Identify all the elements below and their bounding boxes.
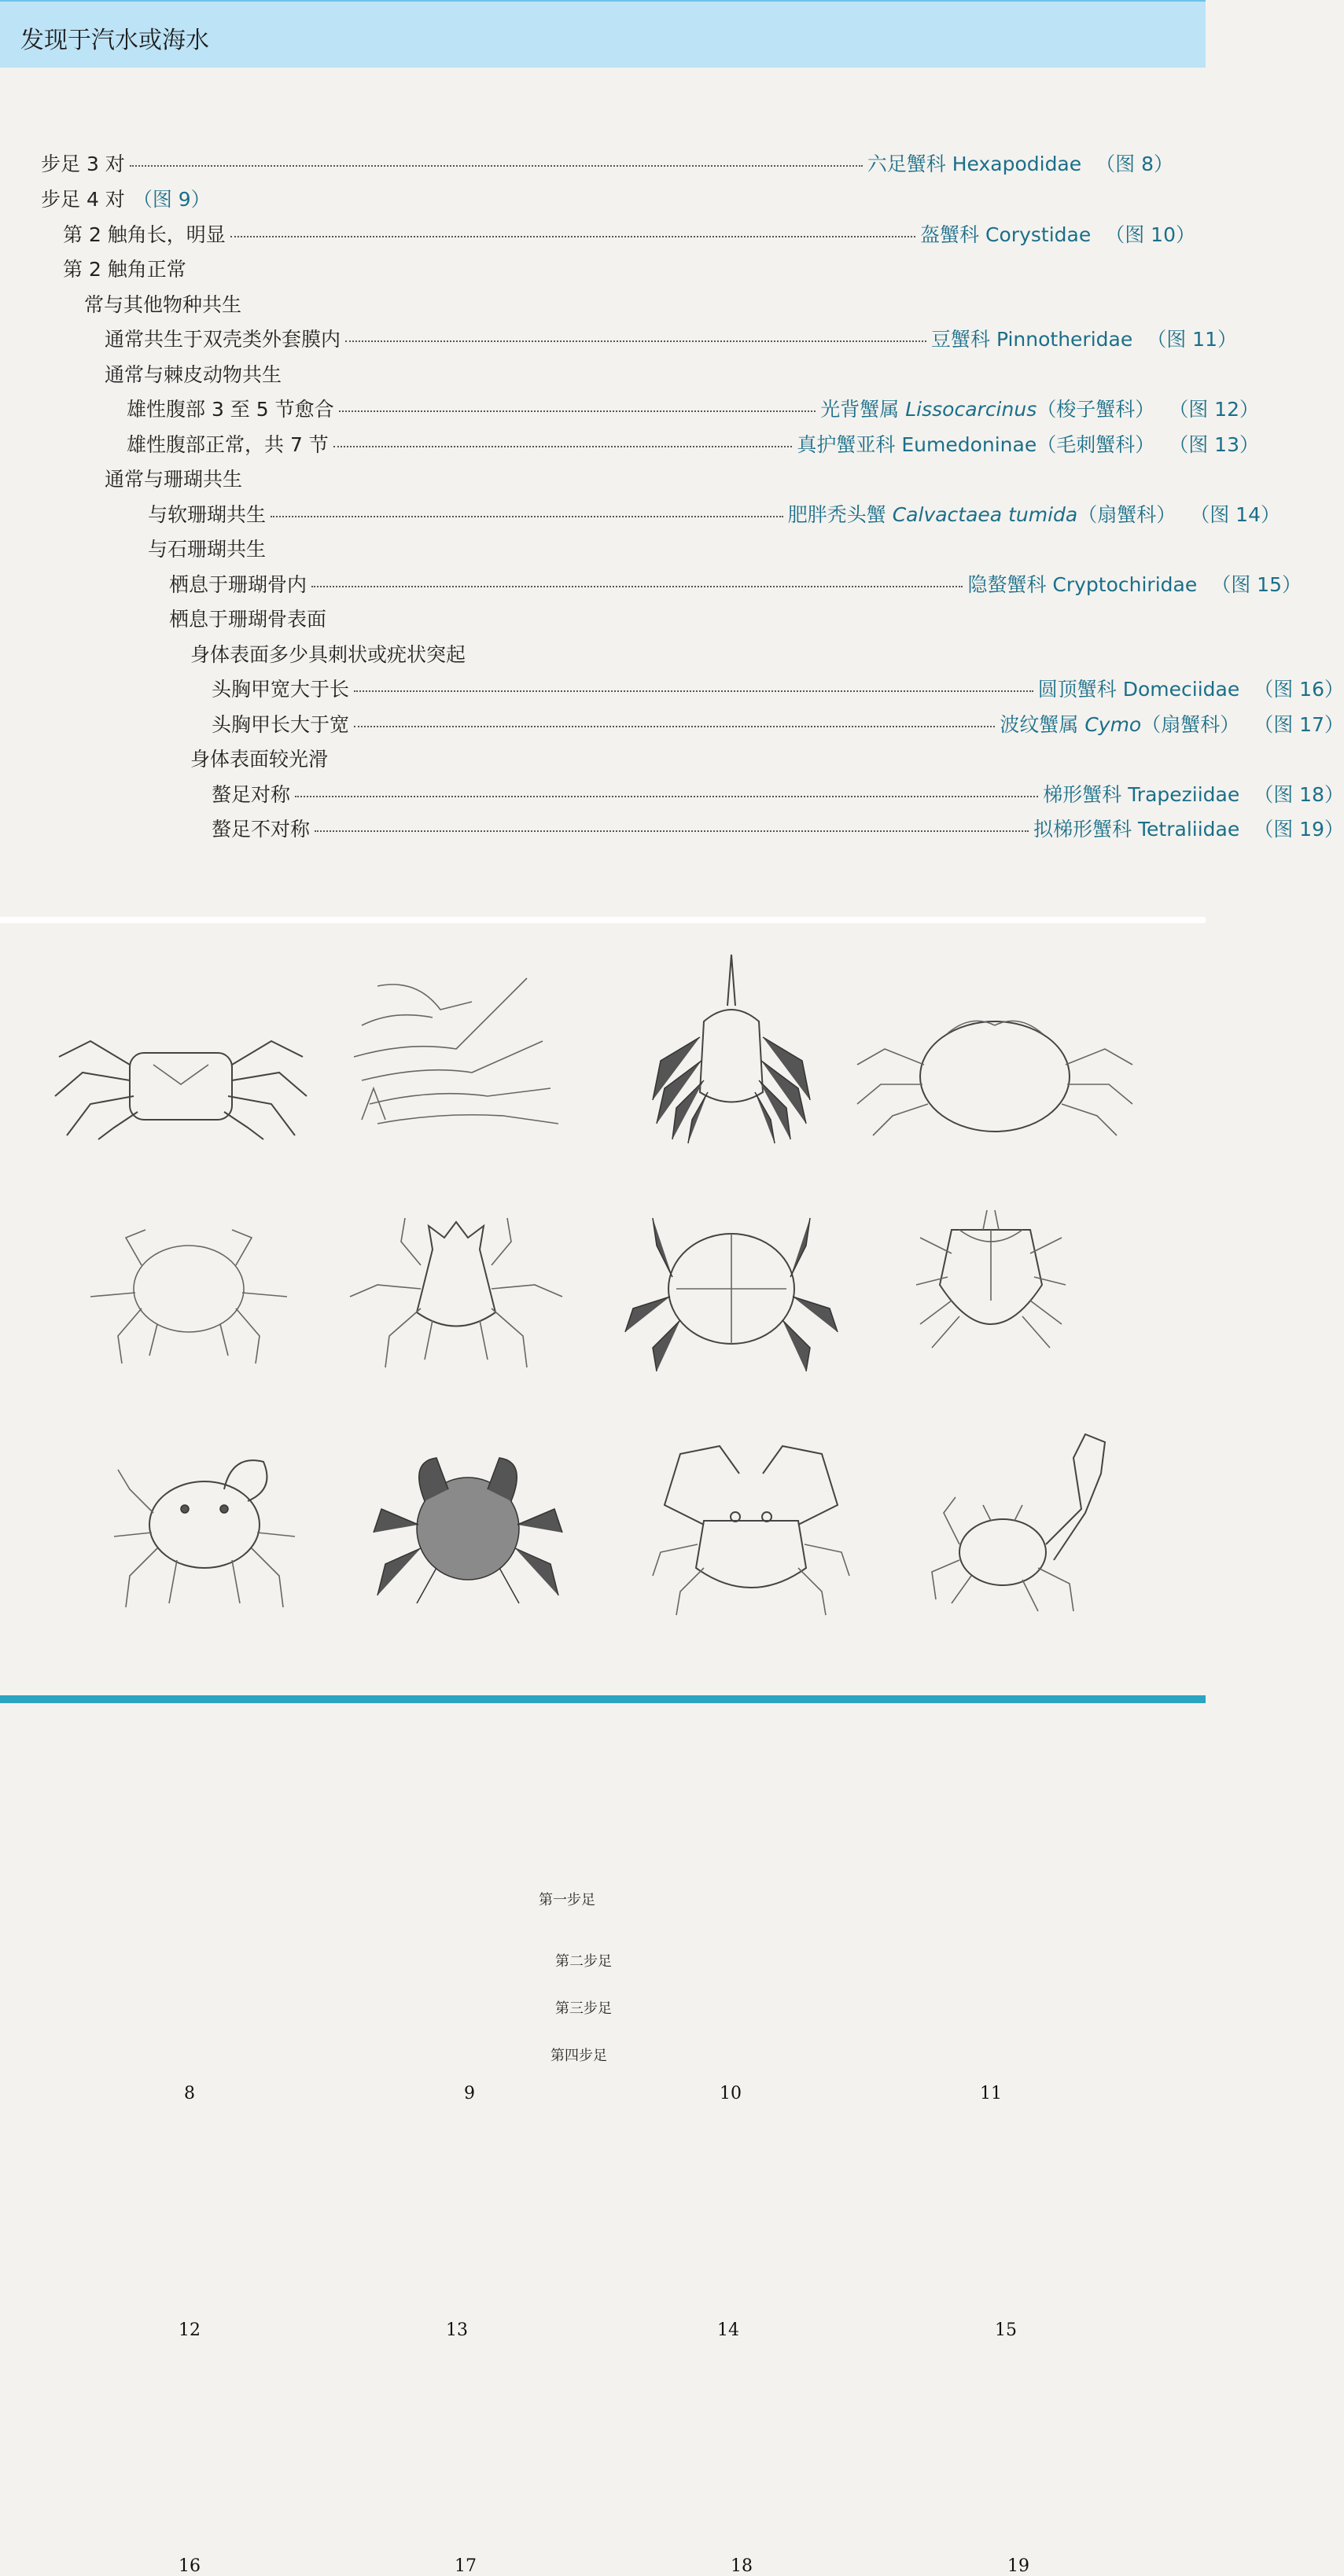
- key-row: [0, 533, 1280, 563]
- key-row: [0, 499, 1280, 528]
- leader-dots: [230, 236, 915, 237]
- key-row: [0, 253, 1195, 283]
- key-row: [0, 743, 1323, 773]
- crab-illustration-9: [346, 955, 558, 1143]
- section-divider: [0, 917, 1206, 923]
- crab-illustration-12: [87, 1218, 291, 1375]
- key-text: 步足 3 对: [41, 153, 125, 175]
- key-result: 盔蟹科 Corystidae （图 10）: [920, 223, 1195, 246]
- key-row: [0, 148, 1173, 178]
- key-row: [0, 393, 1259, 423]
- figure-number: 14: [717, 2320, 739, 2340]
- key-text: 常与其他物种共生: [84, 293, 242, 316]
- figure-number: 19: [1007, 2556, 1029, 2576]
- figure-number: 13: [446, 2320, 468, 2340]
- leader-dots: [295, 796, 1038, 797]
- leader-dots: [130, 165, 863, 167]
- key-row: [0, 183, 1173, 213]
- key-row: [0, 323, 1237, 353]
- key-text: 雄性腹部正常，共 7 节: [127, 433, 329, 456]
- key-text: 与软珊瑚共生: [148, 503, 267, 526]
- key-text: 第 2 触角长，明显: [63, 223, 226, 246]
- key-row: [0, 463, 1237, 493]
- key-text: 头胸甲宽大于长: [212, 678, 350, 701]
- key-text: 雄性腹部 3 至 5 节愈合: [127, 398, 334, 421]
- key-text: 身体表面较光滑: [190, 748, 329, 771]
- figure-number: 9: [464, 2084, 475, 2103]
- leader-dots: [354, 690, 1033, 692]
- key-row: [0, 708, 1344, 738]
- key-text: 栖息于珊瑚骨内: [169, 573, 307, 596]
- key-result: 六足蟹科 Hexapodidae （图 8）: [867, 153, 1173, 175]
- leader-dots: [345, 340, 926, 342]
- crab-illustration-16: [106, 1450, 303, 1615]
- key-result: 拟梯形蟹科 Tetraliidae （图 19）: [1033, 818, 1344, 841]
- section-header: [0, 0, 1206, 68]
- crab-illustration-8: [43, 1010, 319, 1143]
- crab-illustration-10: [645, 951, 818, 1147]
- figure-number: 10: [720, 2084, 742, 2103]
- key-result: 真护蟹亚科 Eumedoninae（毛刺蟹科） （图 13）: [797, 433, 1259, 456]
- key-result: 隐螯蟹科 Cryptochiridae （图 15）: [967, 573, 1302, 596]
- key-result: 豆蟹科 Pinnotheridae （图 11）: [931, 328, 1237, 351]
- figure-number: 11: [980, 2084, 1002, 2103]
- key-text: 栖息于珊瑚骨表面: [169, 608, 327, 631]
- identification-key: [0, 71, 1344, 920]
- leader-dots: [311, 586, 963, 587]
- crab-illustration-11: [853, 1010, 1136, 1143]
- key-row: [0, 813, 1344, 843]
- figure-number: 8: [184, 2084, 195, 2103]
- leader-dots: [315, 830, 1029, 832]
- key-text: 通常共生于双壳类外套膜内: [105, 328, 341, 351]
- key-row: [0, 219, 1195, 248]
- leg-label: 第四步足: [550, 2048, 607, 2064]
- key-text: 第 2 触角正常: [63, 258, 186, 281]
- leader-dots: [339, 410, 816, 412]
- key-text: 螯足不对称: [212, 818, 311, 841]
- key-figure-ref: （图 9）: [132, 188, 211, 211]
- key-row: [0, 359, 1237, 388]
- key-text: 螯足对称: [212, 783, 291, 806]
- key-result: 光背蟹属 Lissocarcinus（梭子蟹科） （图 12）: [820, 398, 1259, 421]
- key-result: 梯形蟹科 Trapeziidae （图 18）: [1043, 783, 1344, 806]
- figure-number: 18: [731, 2556, 753, 2576]
- crab-illustration-18: [649, 1442, 853, 1619]
- figure-number: 15: [995, 2320, 1017, 2340]
- section-title: 发现于汽水或海水: [20, 27, 209, 54]
- leader-dots: [271, 516, 783, 517]
- leader-dots: [354, 726, 995, 727]
- key-result: 圆顶蟹科 Domeciidae （图 16）: [1037, 678, 1344, 701]
- key-result: 肥胖秃头蟹 Calvactaea tumida（扇蟹科） （图 14）: [787, 503, 1280, 526]
- key-text: 与石珊瑚共生: [148, 538, 267, 561]
- figure-number: 16: [179, 2556, 201, 2576]
- key-row: [0, 673, 1344, 703]
- key-result: 波纹蟹属 Cymo（扇蟹科） （图 17）: [1000, 713, 1344, 736]
- key-row: [0, 638, 1323, 668]
- leader-dots: [333, 446, 793, 447]
- leg-label: 第二步足: [555, 1953, 612, 1970]
- key-text: 通常与珊瑚共生: [105, 468, 243, 491]
- crab-illustration-15: [912, 1206, 1070, 1375]
- key-text: 头胸甲长大于宽: [212, 713, 350, 736]
- crab-illustration-19: [928, 1426, 1125, 1619]
- key-row: [0, 569, 1302, 598]
- key-row: [0, 289, 1217, 318]
- leg-label: 第三步足: [555, 2000, 612, 2017]
- key-row: [0, 429, 1259, 458]
- key-row: [0, 778, 1344, 808]
- key-text: 通常与棘皮动物共生: [105, 363, 282, 386]
- figure-number: 12: [179, 2320, 201, 2340]
- bottom-bar: [0, 1695, 1206, 1703]
- figure-plate: [0, 923, 1206, 2576]
- key-row: [0, 603, 1302, 633]
- figure-number: 17: [455, 2556, 477, 2576]
- key-text: 步足 4 对: [41, 188, 125, 211]
- crab-illustration-17: [370, 1446, 566, 1615]
- leg-label: 第一步足: [539, 1892, 595, 1908]
- crab-illustration-14: [621, 1206, 841, 1375]
- key-text: 身体表面多少具刺状或疣状突起: [190, 643, 466, 666]
- crab-illustration-13: [346, 1210, 566, 1375]
